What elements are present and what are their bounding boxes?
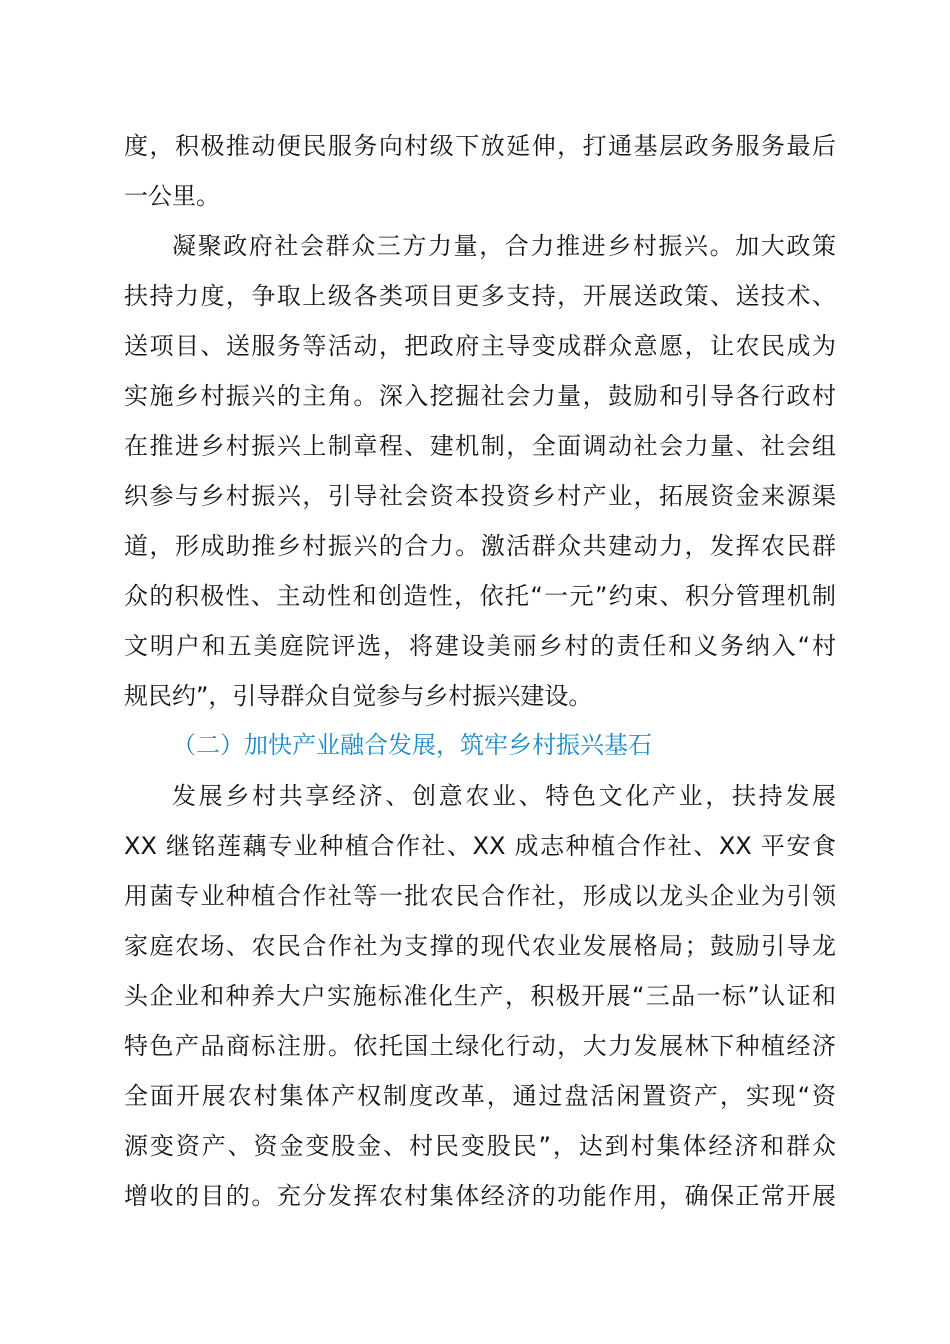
text-line: 织参与乡村振兴，引导社会资本投资乡村产业，拓展资金来源渠 <box>124 482 836 510</box>
text-line: 在推进乡村振兴上制章程、建机制，全面调动社会力量、社会组 <box>124 432 836 460</box>
text-line: XX 继铭莲藕专业种植合作社、XX 成志种植合作社、XX 平安食 <box>124 832 836 860</box>
text-line: 送项目、送服务等活动，把政府主导变成群众意愿，让农民成为 <box>124 332 836 360</box>
text-line: 特色产品商标注册。依托国土绿化行动，大力发展林下种植经济 <box>124 1032 836 1060</box>
paragraph-continuation <box>124 121 836 171</box>
text-line: 众的积极性、主动性和创造性，依托“一元”约束、积分管理机制 <box>124 582 836 610</box>
paragraph-continuation-end <box>124 171 836 221</box>
text-line: 家庭农场、农民合作社为支撑的现代农业发展格局；鼓励引导龙 <box>124 932 836 960</box>
paragraph-forces <box>124 221 836 671</box>
text-line: 用菌专业种植合作社等一批农民合作社，形成以龙头企业为引领 <box>124 882 836 910</box>
text-line: 道，形成助推乡村振兴的合力。激活群众共建动力，发挥农民群 <box>124 532 836 560</box>
text-line: 源变资产、资金变股金、村民变股民”，达到村集体经济和群众 <box>124 1132 836 1160</box>
text-line: 文明户和五美庭院评选，将建设美丽乡村的责任和义务纳入“村 <box>124 632 836 660</box>
text-line: 扶持力度，争取上级各类项目更多支持，开展送政策、送技术、 <box>124 282 836 310</box>
text-line: 度，积极推动便民服务向村级下放延伸，打通基层政务服务最后 <box>124 132 836 160</box>
text-line: 凝聚政府社会群众三方力量，合力推进乡村振兴。加大政策 <box>172 232 836 260</box>
text-line: 实施乡村振兴的主角。深入挖掘社会力量，鼓励和引导各行政村 <box>124 382 836 410</box>
text-line: 发展乡村共享经济、创意农业、特色文化产业，扶持发展 <box>172 782 836 810</box>
paragraph-industry <box>124 771 836 1221</box>
text-line: 头企业和种养大户实施标准化生产，积极开展“三品一标”认证和 <box>124 982 836 1010</box>
paragraph-forces-end <box>124 671 836 721</box>
text-line: 一公里。 <box>124 182 220 210</box>
section-heading: （二）加快产业融合发展，筑牢乡村振兴基石 <box>172 731 652 759</box>
text-line: 全面开展农村集体产权制度改革，通过盘活闲置资产，实现“资 <box>124 1082 836 1110</box>
text-line: 增收的目的。充分发挥农村集体经济的功能作用，确保正常开展 <box>124 1182 836 1210</box>
text-line: 规民约”，引导群众自觉参与乡村振兴建设。 <box>124 682 593 710</box>
